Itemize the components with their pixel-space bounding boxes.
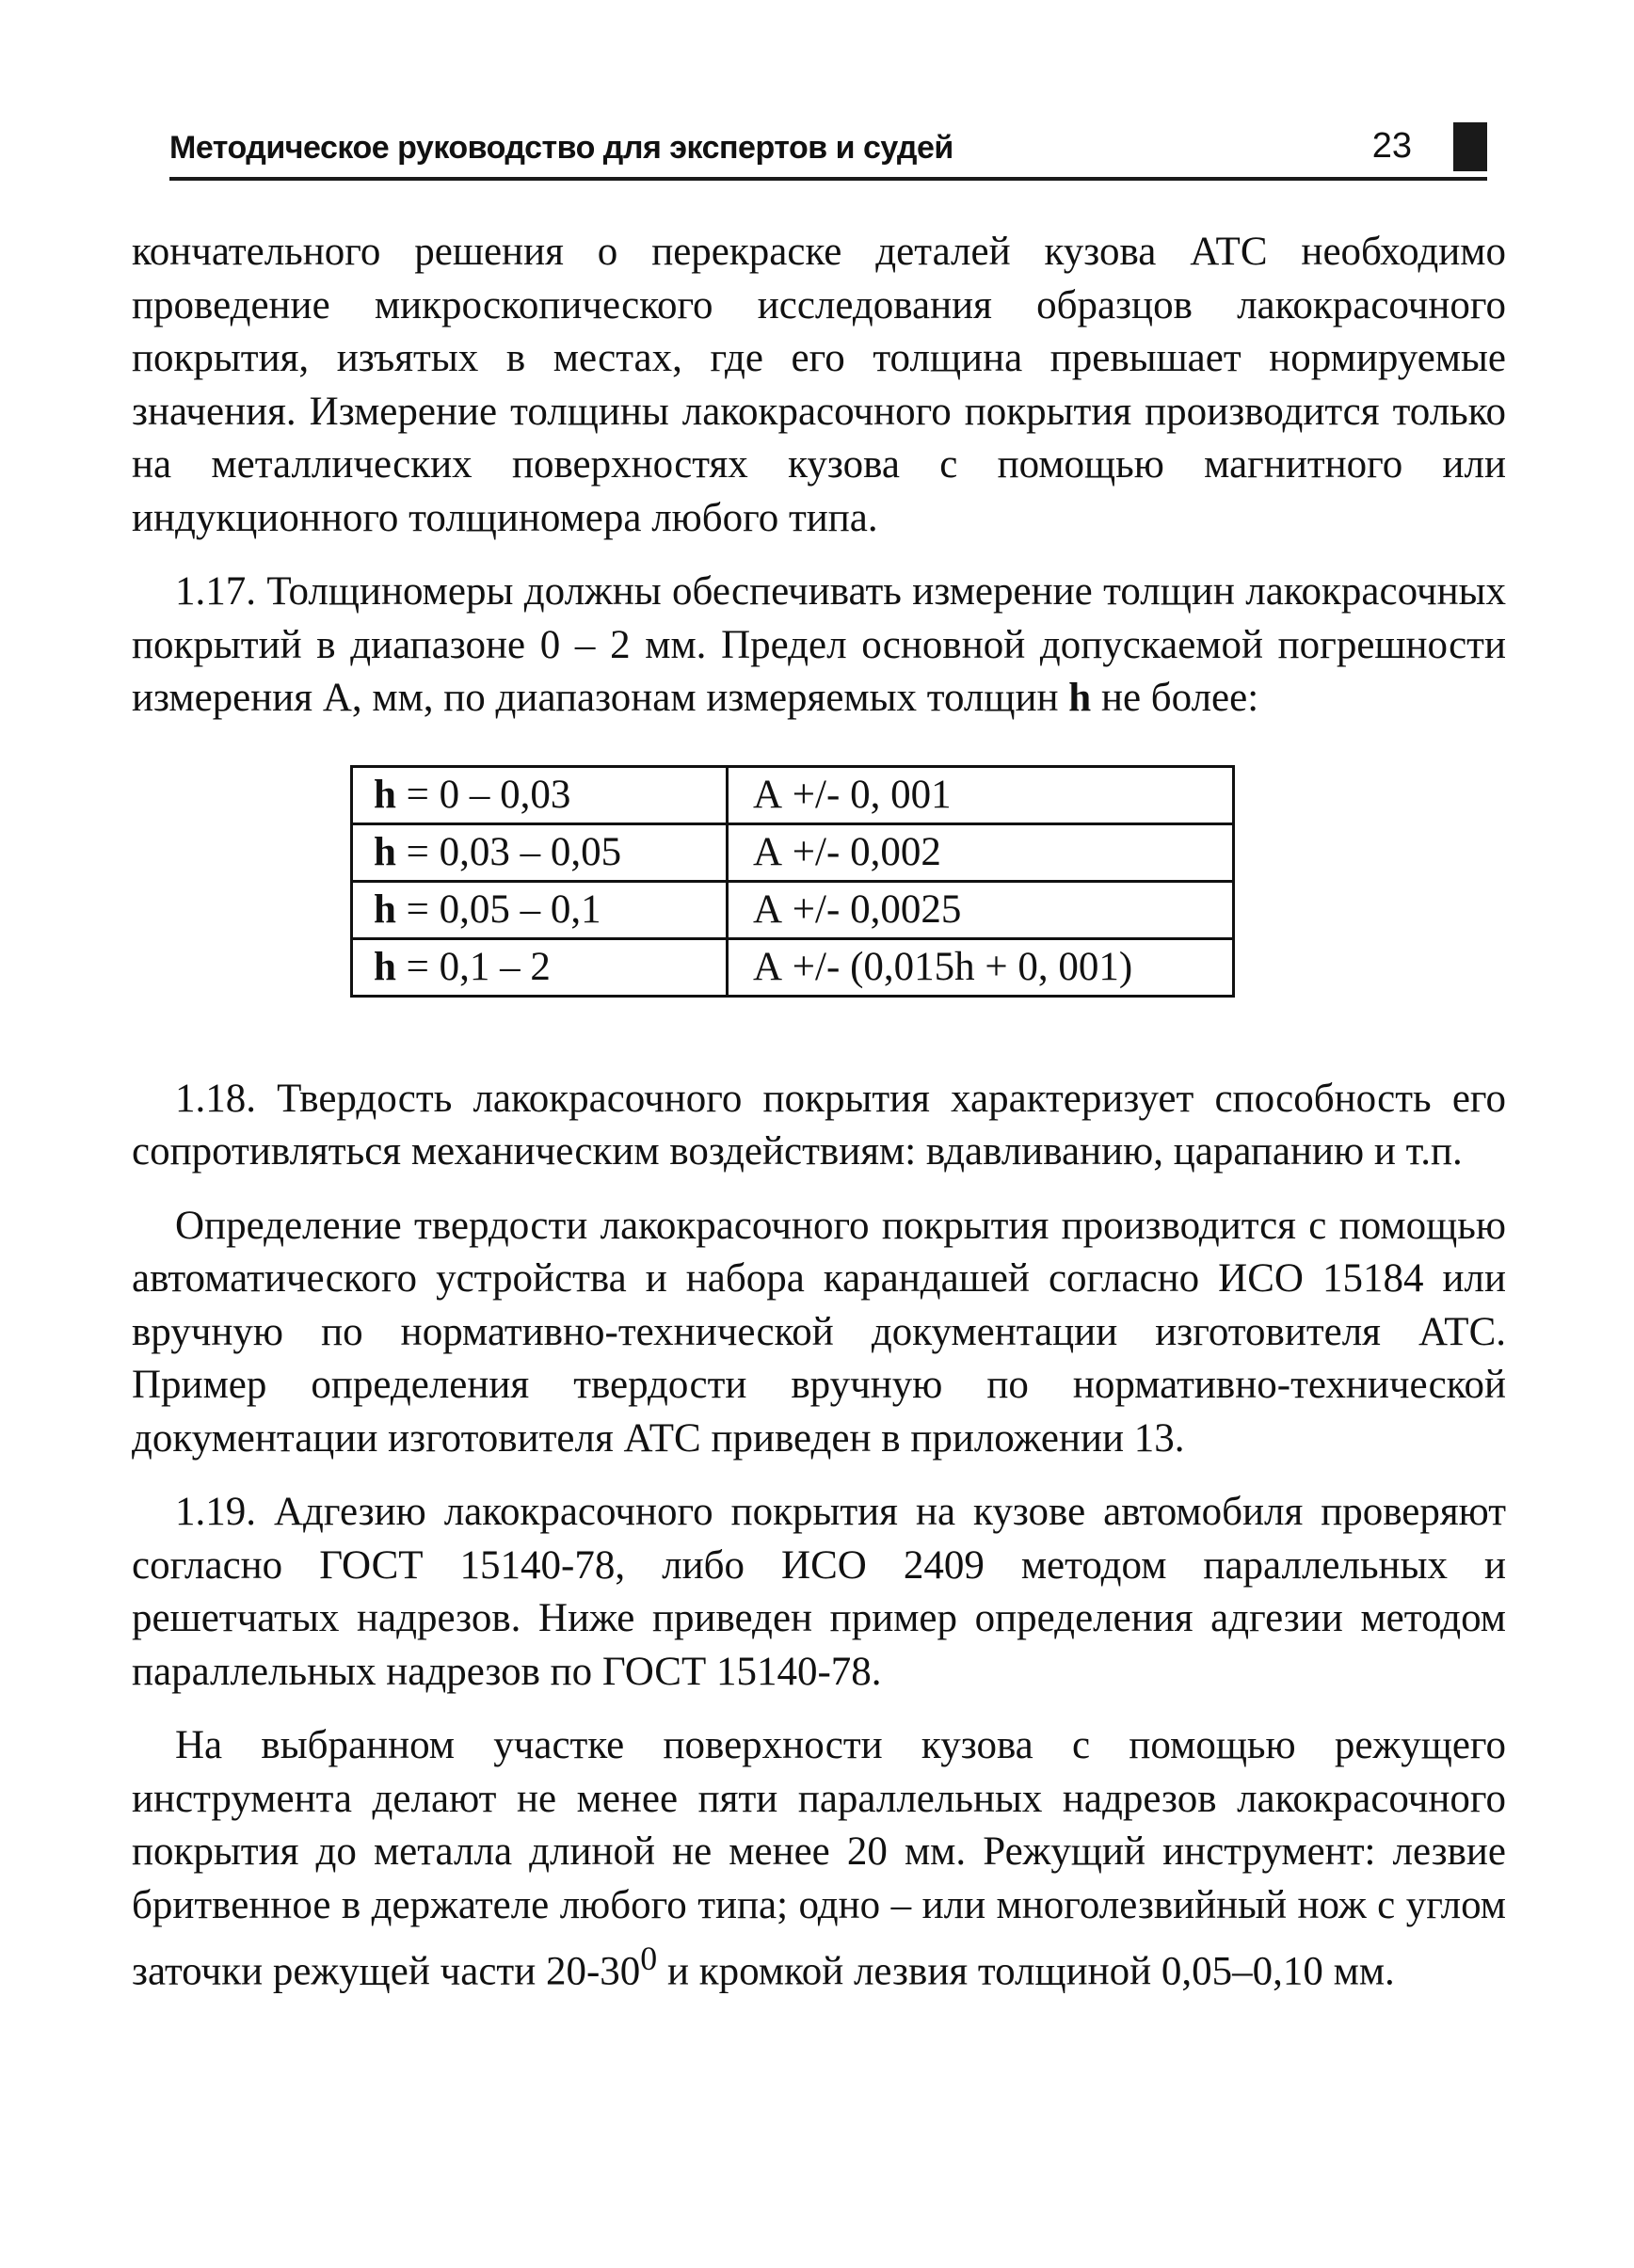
table-row bbox=[352, 938, 1234, 996]
h-range: = 0,03 – 0,05 bbox=[395, 829, 622, 874]
variable-h: h bbox=[1068, 676, 1092, 720]
paragraph-hardness: Определение твердости лакокрасочного покрытия производится с помощью автоматического устройства и набора карандашей согласно ИСО 15184 или вручную по нормативно-технической документации изготовителя АТС. Пример определения твердости вручную по нормативно-технической документации изготовителя АТС приведен в приложении 13. bbox=[132, 1203, 1506, 1461]
h-symbol: h bbox=[374, 944, 396, 989]
tolerance-table bbox=[350, 765, 1235, 998]
table-cell-a: А +/- 0,002 bbox=[728, 823, 1234, 881]
h-symbol: h bbox=[374, 886, 396, 932]
table-cell-h bbox=[352, 938, 728, 996]
tolerance-table-wrapper bbox=[350, 765, 1506, 998]
paragraph-1-17-tail: не более: bbox=[1091, 676, 1259, 720]
h-range: = 0,1 – 2 bbox=[395, 944, 551, 989]
table-row bbox=[352, 881, 1234, 938]
running-header bbox=[169, 120, 1487, 181]
header-title: Методическое руководство для экспертов и судей bbox=[169, 130, 953, 166]
table-cell-h bbox=[352, 881, 728, 938]
degree-superscript: 0 bbox=[640, 1940, 658, 1977]
table-row bbox=[352, 823, 1234, 881]
page-body bbox=[132, 226, 1506, 1999]
corner-mark-icon bbox=[1453, 122, 1487, 171]
paragraph-cutting-tail: и кромкой лезвия толщиной 0,05–0,10 мм. bbox=[657, 1949, 1395, 1994]
h-range: = 0 – 0,03 bbox=[395, 772, 571, 817]
paragraph-continuation: кончательного решения о перекраске деталей кузова АТС необходимо проведение микроскопического исследования образцов лакокрасочного покрытия, изъятых в местах, где его толщина превышает нормируемые значения. Измерение толщины лакокрасочного покрытия производится только на металлических поверхностях кузова с помощью магнитного или индукционного толщиномера любого типа. bbox=[132, 230, 1506, 540]
table-row bbox=[352, 766, 1234, 823]
paragraph-1-17 bbox=[132, 566, 1506, 726]
table-cell-a: А +/- 0, 001 bbox=[728, 766, 1234, 823]
paragraph-1-19: 1.19. Адгезию лакокрасочного покрытия на кузове автомобиля проверяют согласно ГОСТ 15140-78, либо ИСО 2409 методом параллельных и решетчатых надрезов. Ниже приведен пример определения адгезии методом параллельных надрезов по ГОСТ 15140-78. bbox=[132, 1490, 1506, 1694]
table-cell-a: А +/- (0,015h + 0, 001) bbox=[728, 938, 1234, 996]
h-symbol: h bbox=[374, 829, 396, 874]
paragraph-1-18: 1.18. Твердость лакокрасочного покрытия характеризует способность его сопротивляться механическим воздействиям: вдавливанию, царапанию и т.п. bbox=[132, 1076, 1506, 1174]
table-cell-a: А +/- 0,0025 bbox=[728, 881, 1234, 938]
paragraph-cutting-text: На выбранном участке поверхности кузова с помощью режущего инструмента делают не менее пяти параллельных надрезов лакокрасочного покрытия до металла длиной не менее 20 мм. Режущий инструмент: лезвие бритвенное в держателе любого типа; одно – или многолезвийный нож с углом заточки режущей части 20-30 bbox=[132, 1723, 1506, 1994]
paragraph-cutting bbox=[132, 1719, 1506, 1999]
table-cell-h bbox=[352, 766, 728, 823]
h-symbol: h bbox=[374, 772, 396, 817]
table-cell-h bbox=[352, 823, 728, 881]
page-number: 23 bbox=[1371, 126, 1412, 166]
h-range: = 0,05 – 0,1 bbox=[395, 886, 601, 932]
paragraph-1-17-text: 1.17. Толщиномеры должны обеспечивать измерение толщин лакокрасочных покрытий в диапазоне 0 – 2 мм. Предел основной допускаемой погрешности измерения А, мм, по диапазонам измеряемых толщин bbox=[132, 569, 1506, 720]
